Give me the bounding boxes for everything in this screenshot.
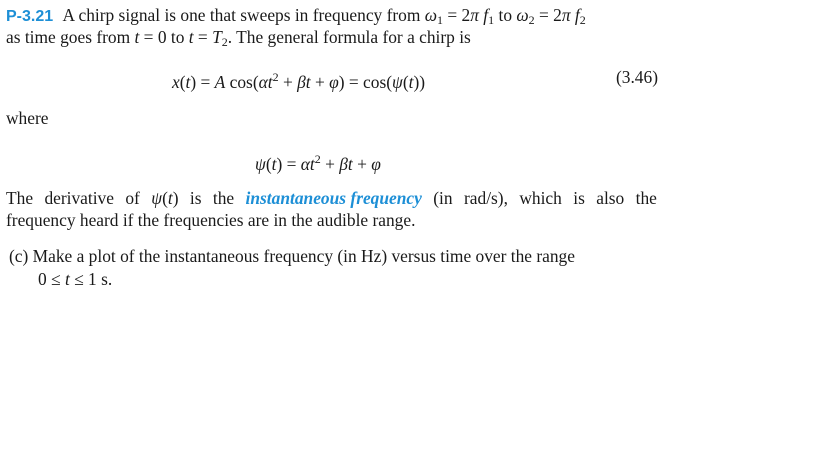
paragraph-line-1: The derivative of ψ(t) is the instantaneous frequency (in rad/s), which is also the [6,188,657,208]
problem-line-1-text: A chirp signal is one that sweeps in frequency from $\omega_1 = 2\pi$ $f_1$ to $\omega_2 = 2\pi$ $f_2$ [62,5,586,27]
part-c-text: Make a plot of the instantaneous frequency (in Hz) versus time over the range [32,246,575,266]
chirp-equation: x(t) = A $\cos(\alpha t^2 + \beta t + \varphi) = \cos(\psi(t))$ [172,70,426,92]
part-c-line-1 [9,245,575,267]
where-label: where [6,108,49,128]
phase-equation: $\psi(t) = \alpha t^2 + \beta t + \varphi$ [255,152,381,174]
instantaneous-frequency-term: instantaneous frequency [245,188,422,208]
equation-number: (3.46) [615,67,658,87]
paragraph-line-2: frequency heard if the frequencies are in the audible range. [6,210,416,230]
problem-number: P-3.21 [6,8,54,25]
part-c-label: (c) [9,246,29,266]
problem-line-2: as time goes from t = 0 to $t = T_2$. The general formula for a chirp is [6,27,471,49]
part-c-line-2: 0 ≤ t ≤ 1 s. [38,269,113,289]
